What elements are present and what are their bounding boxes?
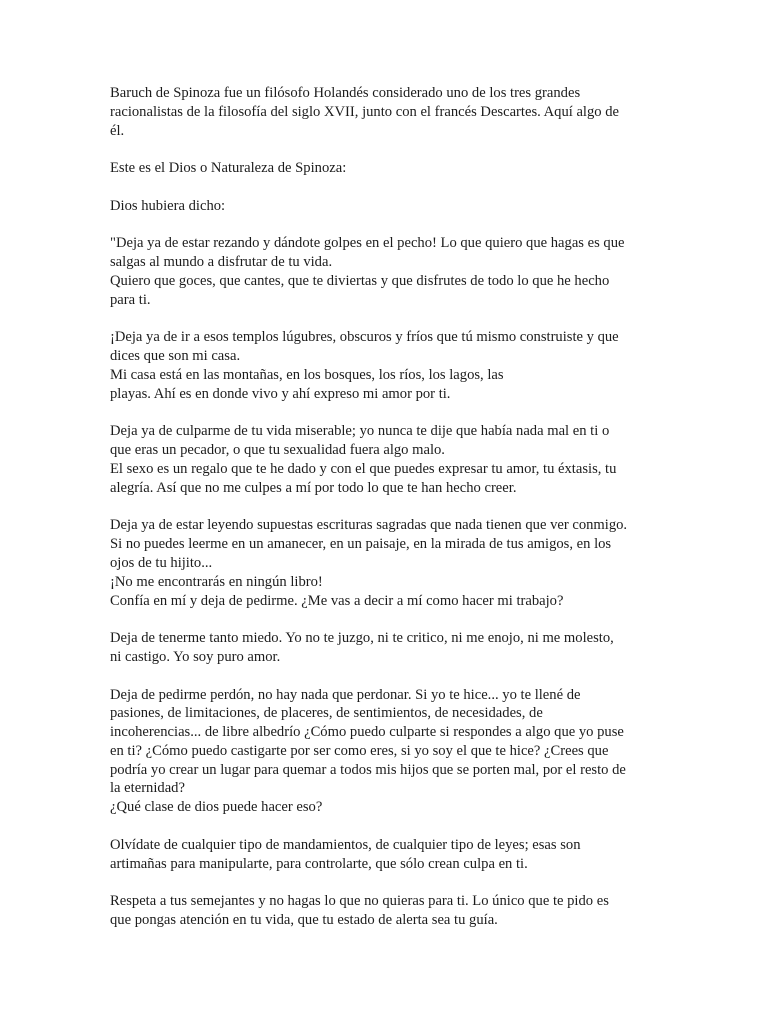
paragraph	[110, 892, 662, 930]
text-line: pasiones, de limitaciones, de placeres, de sentimientos, de necesidades, de	[110, 705, 543, 722]
text-line: racionalistas de la filosofía del siglo XVII, junto con el francés Descartes. Aquí algo de	[110, 103, 619, 120]
paragraph	[110, 328, 662, 403]
text-line: Olvídate de cualquier tipo de mandamientos, de cualquier tipo de leyes; esas son	[110, 836, 581, 853]
text-line: que pongas atención en tu vida, que tu estado de alerta sea tu guía.	[110, 912, 498, 929]
text-line: para ti.	[110, 291, 151, 308]
text-line: en ti? ¿Cómo puedo castigarte por ser como eres, si yo soy el que te hice? ¿Crees que	[110, 742, 609, 759]
text-line: la eternidad?	[110, 780, 185, 797]
text-line: salgas al mundo a disfrutar de tu vida.	[110, 254, 333, 271]
paragraph	[110, 84, 662, 140]
text-line: artimañas para manipularte, para controlarte, que sólo crean culpa en ti.	[110, 855, 528, 872]
text-line: ni castigo. Yo soy puro amor.	[110, 648, 281, 665]
text-line: ¡Deja ya de ir a esos templos lúgubres, obscuros y fríos que tú mismo construiste y que	[110, 329, 619, 346]
text-line: ¡No me encontrarás en ningún libro!	[110, 573, 323, 590]
text-line: Deja ya de estar leyendo supuestas escrituras sagradas que nada tienen que ver conmigo.	[110, 517, 628, 534]
text-line: Deja de pedirme perdón, no hay nada que perdonar. Si yo te hice... yo te llené de	[110, 686, 581, 703]
paragraph	[110, 516, 662, 610]
paragraph	[110, 686, 662, 818]
text-line: incoherencias... de libre albedrío ¿Cómo puedo culparte si respondes a algo que yo puse	[110, 724, 624, 741]
paragraph	[110, 159, 662, 178]
text-line: Mi casa está en las montañas, en los bosques, los ríos, los lagos, las	[110, 366, 504, 383]
text-line: Confía en mí y deja de pedirme. ¿Me vas a decir a mí como hacer mi trabajo?	[110, 592, 564, 609]
document-body	[110, 84, 662, 930]
text-line: Deja de tenerme tanto miedo. Yo no te juzgo, ni te critico, ni me enojo, ni me molesto,	[110, 630, 614, 647]
text-line: "Deja ya de estar rezando y dándote golpes en el pecho! Lo que quiero que hagas es que	[110, 235, 625, 252]
text-line: El sexo es un regalo que te he dado y con el que puedes expresar tu amor, tu éxtasis, tu	[110, 460, 617, 477]
text-line: él.	[110, 122, 125, 139]
text-line: Si no puedes leerme en un amanecer, en un paisaje, en la mirada de tus amigos, en los	[110, 536, 612, 553]
text-line: Deja ya de culparme de tu vida miserable; yo nunca te dije que había nada mal en ti o	[110, 423, 610, 440]
paragraph	[110, 197, 662, 216]
text-line: dices que son mi casa.	[110, 348, 241, 365]
paragraph	[110, 234, 662, 309]
text-line: Dios hubiera dicho:	[110, 197, 226, 214]
paragraph	[110, 836, 662, 874]
text-line: Baruch de Spinoza fue un filósofo Holandés considerado uno de los tres grandes	[110, 85, 581, 101]
paragraph	[110, 629, 662, 667]
text-line: playas. Ahí es en donde vivo y ahí expreso mi amor por ti.	[110, 385, 451, 402]
text-line: que eras un pecador, o que tu sexualidad fuera algo malo.	[110, 442, 445, 459]
text-line: ojos de tu hijito...	[110, 554, 213, 571]
paragraph	[110, 422, 662, 497]
text-line: alegría. Así que no me culpes a mí por todo lo que te han hecho creer.	[110, 479, 517, 496]
text-line: Este es el Dios o Naturaleza de Spinoza:	[110, 160, 347, 177]
text-line: Quiero que goces, que cantes, que te diviertas y que disfrutes de todo lo que he hecho	[110, 272, 610, 289]
text-line: ¿Qué clase de dios puede hacer eso?	[110, 799, 323, 816]
document-page	[110, 84, 662, 949]
text-line: podría yo crear un lugar para quemar a todos mis hijos que se porten mal, por el resto de	[110, 761, 626, 778]
text-line: Respeta a tus semejantes y no hagas lo que no quieras para ti. Lo único que te pido es	[110, 893, 609, 910]
